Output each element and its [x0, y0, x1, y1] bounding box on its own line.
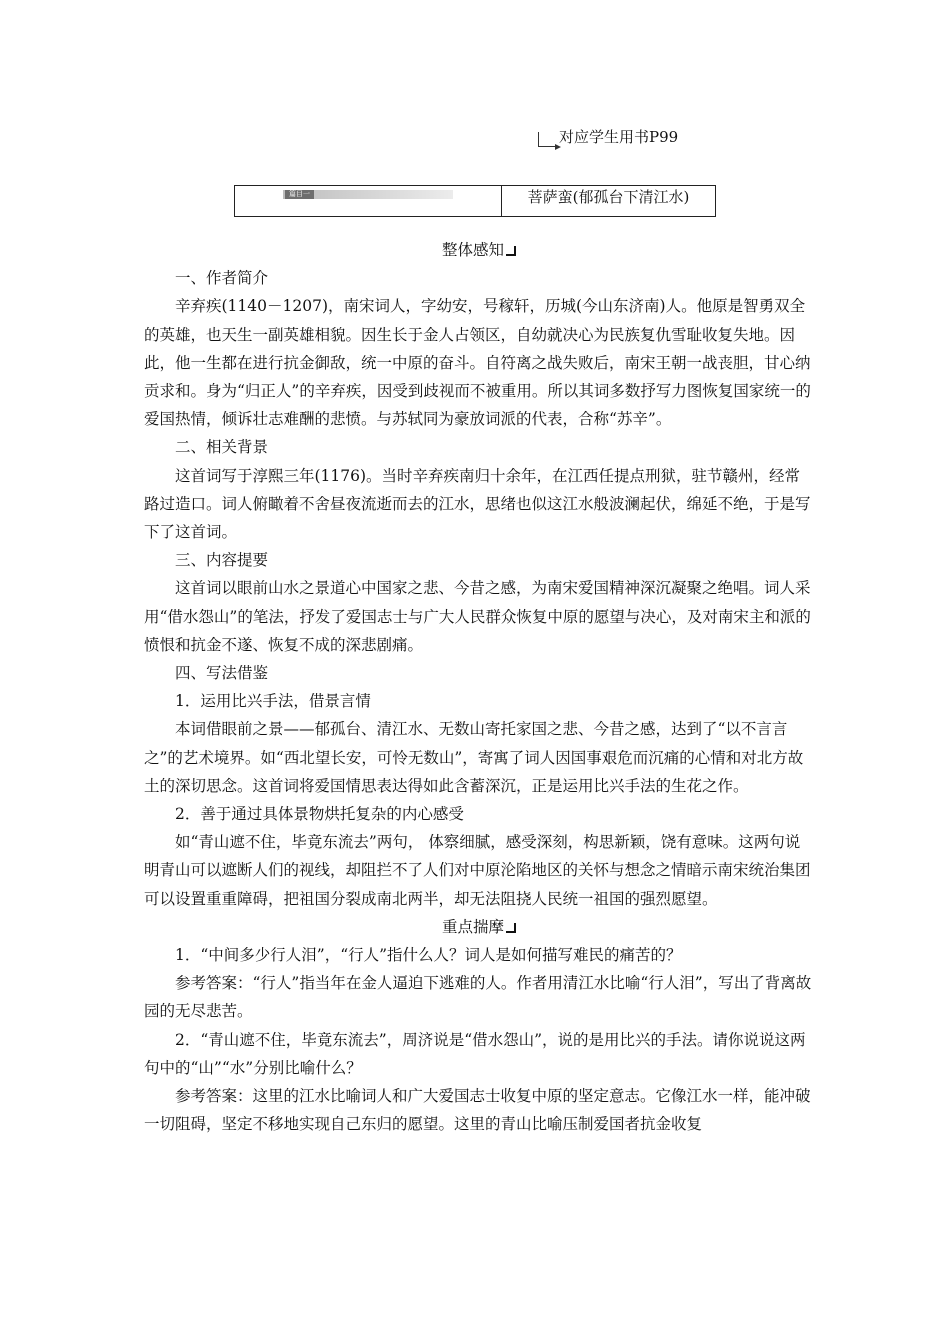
paragraph: 辛弃疾(1140－1207)，南宋词人，字幼安，号稼轩，历城(今山东济南)人。他原是智勇双全的英雄，也天生一副英雄相貌。因生长于金人占领区，自幼就决心为民族复仇雪耻收复失地。因此，他一生都在进行抗金御敌，统一中原的奋斗。自符离之战失败后，南宋王朝一战丧胆，甘心纳贡求和。身为“归正人”的辛弃疾，因受到歧视而不被重用。所以其词多数抒写力图恢复国家统一的爱国热情，倾诉壮志难酬的悲愤。与苏轼同为豪放词派的代表，合称“苏辛”。	[144, 297, 811, 429]
section-tag: 篇目一	[285, 190, 314, 199]
reference-note	[538, 126, 678, 147]
title-table	[234, 185, 716, 217]
subheading: 一、作者简介	[175, 269, 269, 288]
paragraph: 这首词以眼前山水之景道心中国家之悲、今昔之感，为南宋爱国精神深沉凝聚之绝唱。词人采用“借水怨山”的笔法，抒发了爱国志士与广大人民群众恢复中原的愿望与决心，及对南宋主和派的愤恨和抗金不遂、恢复不成的深悲剧痛。	[144, 579, 811, 654]
subheading: 二、相关背景	[175, 438, 269, 457]
corner-mark-icon	[506, 923, 516, 933]
main-content	[144, 236, 814, 1139]
paragraph: 这首词写于淳熙三年(1176)。当时辛弃疾南归十余年，在江西任提点刑狱，驻节赣州，经常路过造口。词人俯瞰着不舍昼夜流逝而去的江水，思绪也似这江水般波澜起伏，绵延不绝，于是写下了这首词。	[144, 466, 811, 542]
subheading: 三、内容提要	[175, 551, 269, 570]
question: 2．“青山遮不住，毕竟东流去”，周济说是“借水怨山”，说的是用比兴的手法。请你说说这两句中的“山”“水”分别比喻什么？	[144, 1030, 806, 1077]
bent-arrow-icon	[538, 132, 557, 147]
numbered-point: 1．运用比兴手法，借景言情	[175, 692, 371, 711]
section-heading: 重点揣摩	[144, 913, 814, 941]
title-label-cell	[235, 186, 502, 216]
paragraph: 本词借眼前之景——郁孤台、清江水、无数山寄托家国之悲、今昔之感，达到了“以不言言之”的艺术境界。如“西北望长安，可怜无数山”，寄寓了词人因国事艰危而沉痛的心情和对北方故土的深切思念。这首词将爱国情思表达得如此含蓄深沉，正是运用比兴手法的生花之作。	[144, 720, 804, 795]
section-heading: 整体感知	[144, 236, 814, 264]
paragraph: 如“青山遮不住，毕竟东流去”两句， 体察细腻，感受深刻，构思新颖，饶有意味。这两句说明青山可以遮断人们的视线，却阻拦不了人们对中原沦陷地区的关怀与想念之情暗示南宋统治集团可以设置重重障碍，把祖国分裂成南北两半，却无法阻挠人民统一祖国的强烈愿望。	[144, 833, 811, 908]
corner-mark-icon	[506, 246, 516, 256]
answer: 参考答案：“行人”指当年在金人逼迫下逃难的人。作者用清江水比喻“行人泪”，写出了背离故园的无尽悲苦。	[144, 974, 812, 1021]
subheading: 四、写法借鉴	[175, 664, 269, 683]
question: 1．“中间多少行人泪”，“行人”指什么人？词人是如何描写难民的痛苦的？	[175, 946, 682, 965]
reference-text: 对应学生用书P99	[559, 128, 679, 146]
answer: 参考答案：这里的江水比喻词人和广大爱国志士收复中原的坚定意志。它像江水一样，能冲破一切阻碍，坚定不移地实现自己东归的愿望。这里的青山比喻压制爱国者抗金收复	[144, 1087, 811, 1134]
poem-title: 菩萨蛮(郁孤台下清江水)	[527, 188, 690, 206]
numbered-point: 2．善于通过具体景物烘托复杂的内心感受	[175, 805, 464, 824]
